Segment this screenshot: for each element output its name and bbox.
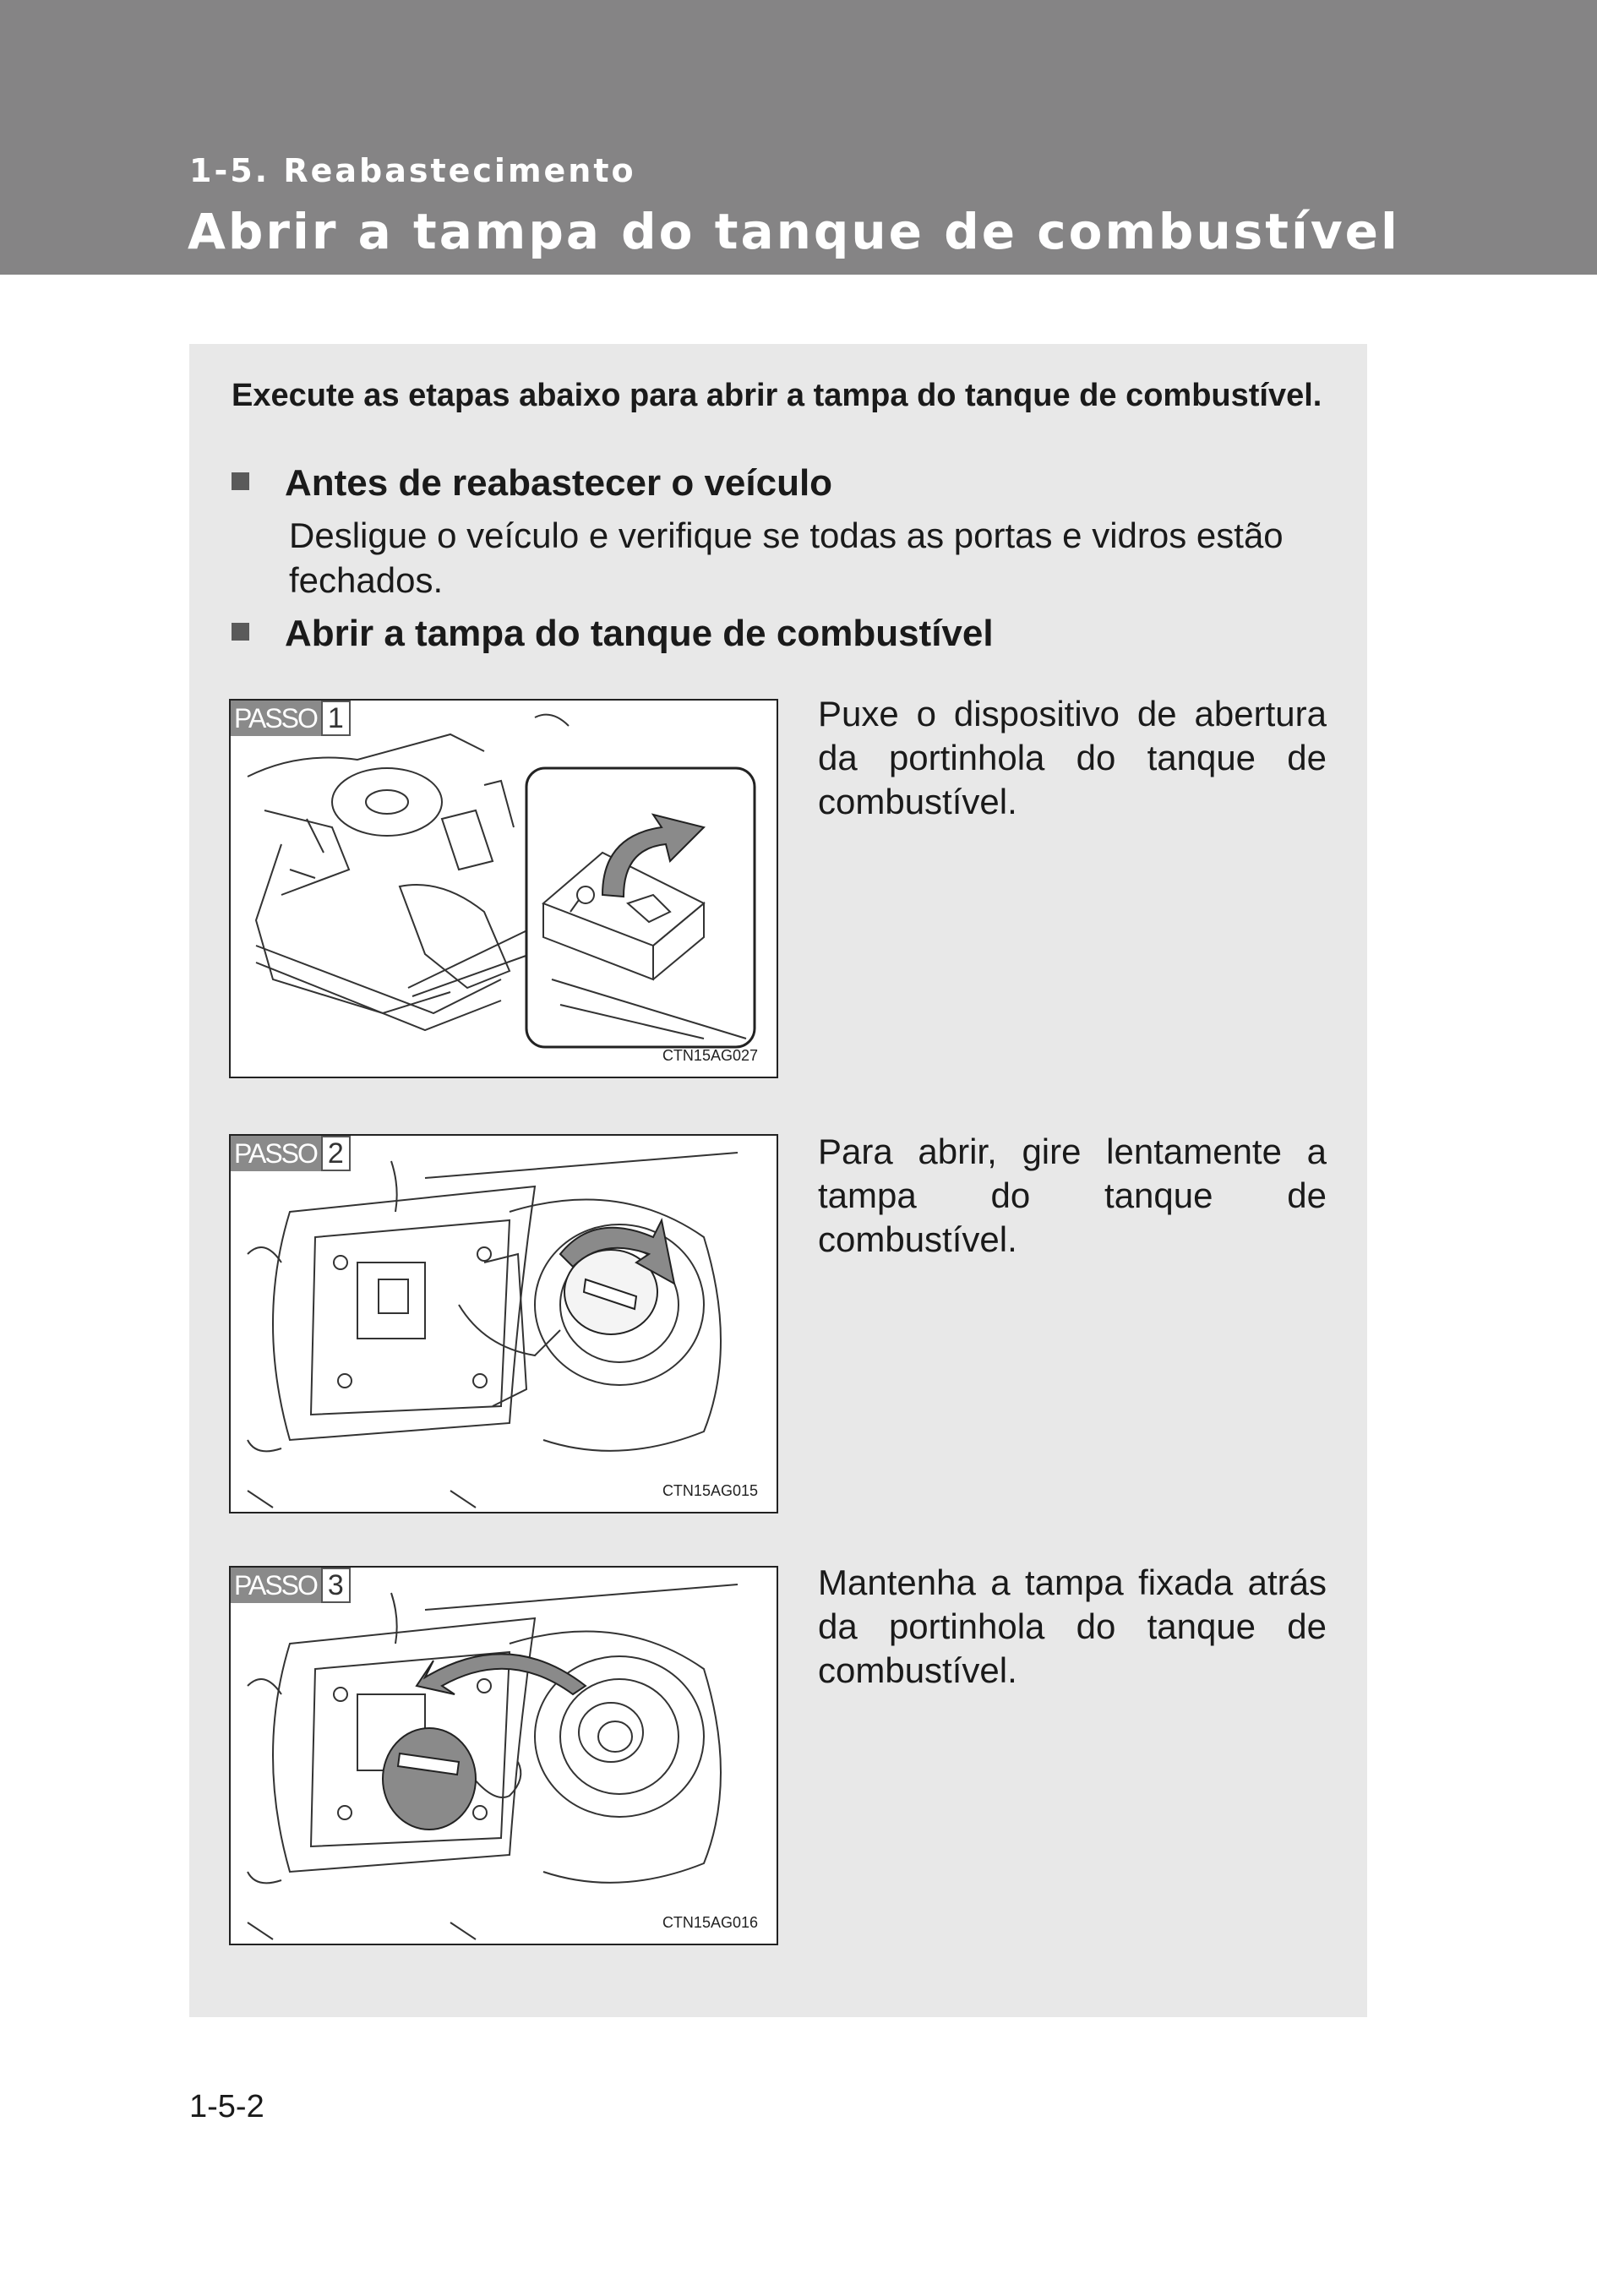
step-badge-number: 1	[321, 701, 351, 736]
car-interior-illustration	[231, 701, 777, 1077]
step-badge	[231, 1136, 351, 1171]
step-1-figure	[229, 699, 778, 1078]
step-badge	[231, 701, 351, 736]
subheading-open-cap	[232, 613, 994, 655]
step-2-figure	[229, 1134, 778, 1513]
square-bullet-icon	[232, 472, 249, 490]
subheading-before-refuel	[232, 462, 832, 504]
step-badge-word: PASSO	[231, 1568, 321, 1603]
before-refuel-text: Desligue o veículo e verifique se todas as portas e vidros estão fechados.	[289, 515, 1284, 600]
subheading-label: Abrir a tampa do tanque de combustível	[285, 613, 994, 654]
figure-code: CTN15AG016	[662, 1914, 758, 1931]
fuel-cap-holder-illustration	[231, 1568, 777, 1944]
step-badge-word: PASSO	[231, 701, 321, 736]
subheading-label: Antes de reabastecer o veículo	[285, 462, 833, 504]
page-number: 1-5-2	[189, 2089, 264, 2124]
section-label: 1-5. Reabastecimento	[189, 152, 636, 189]
square-bullet-icon	[232, 623, 249, 641]
step-badge-number: 2	[321, 1136, 351, 1171]
step-2-text: Para abrir, gire lentamente a tampa do tanque de combustível.	[818, 1132, 1327, 1259]
step-badge	[231, 1568, 351, 1603]
step-3-figure	[229, 1566, 778, 1945]
step-3-text: Mantenha a tampa fixada atrás da portinhola do tanque de combustível.	[818, 1562, 1327, 1690]
intro-text: Execute as etapas abaixo para abrir a tampa do tanque de combustível.	[232, 378, 1322, 413]
step-1-text: Puxe o dispositivo de abertura da portinhola do tanque de combustível.	[818, 694, 1327, 821]
fuel-cap-turning-illustration	[231, 1136, 777, 1512]
page-title: Abrir a tampa do tanque de combustível	[188, 203, 1400, 260]
figure-code: CTN15AG027	[662, 1047, 758, 1064]
figure-code: CTN15AG015	[662, 1482, 758, 1499]
page-header	[0, 0, 1597, 275]
content-box	[189, 344, 1367, 2017]
step-badge-word: PASSO	[231, 1136, 321, 1171]
step-badge-number: 3	[321, 1568, 351, 1603]
